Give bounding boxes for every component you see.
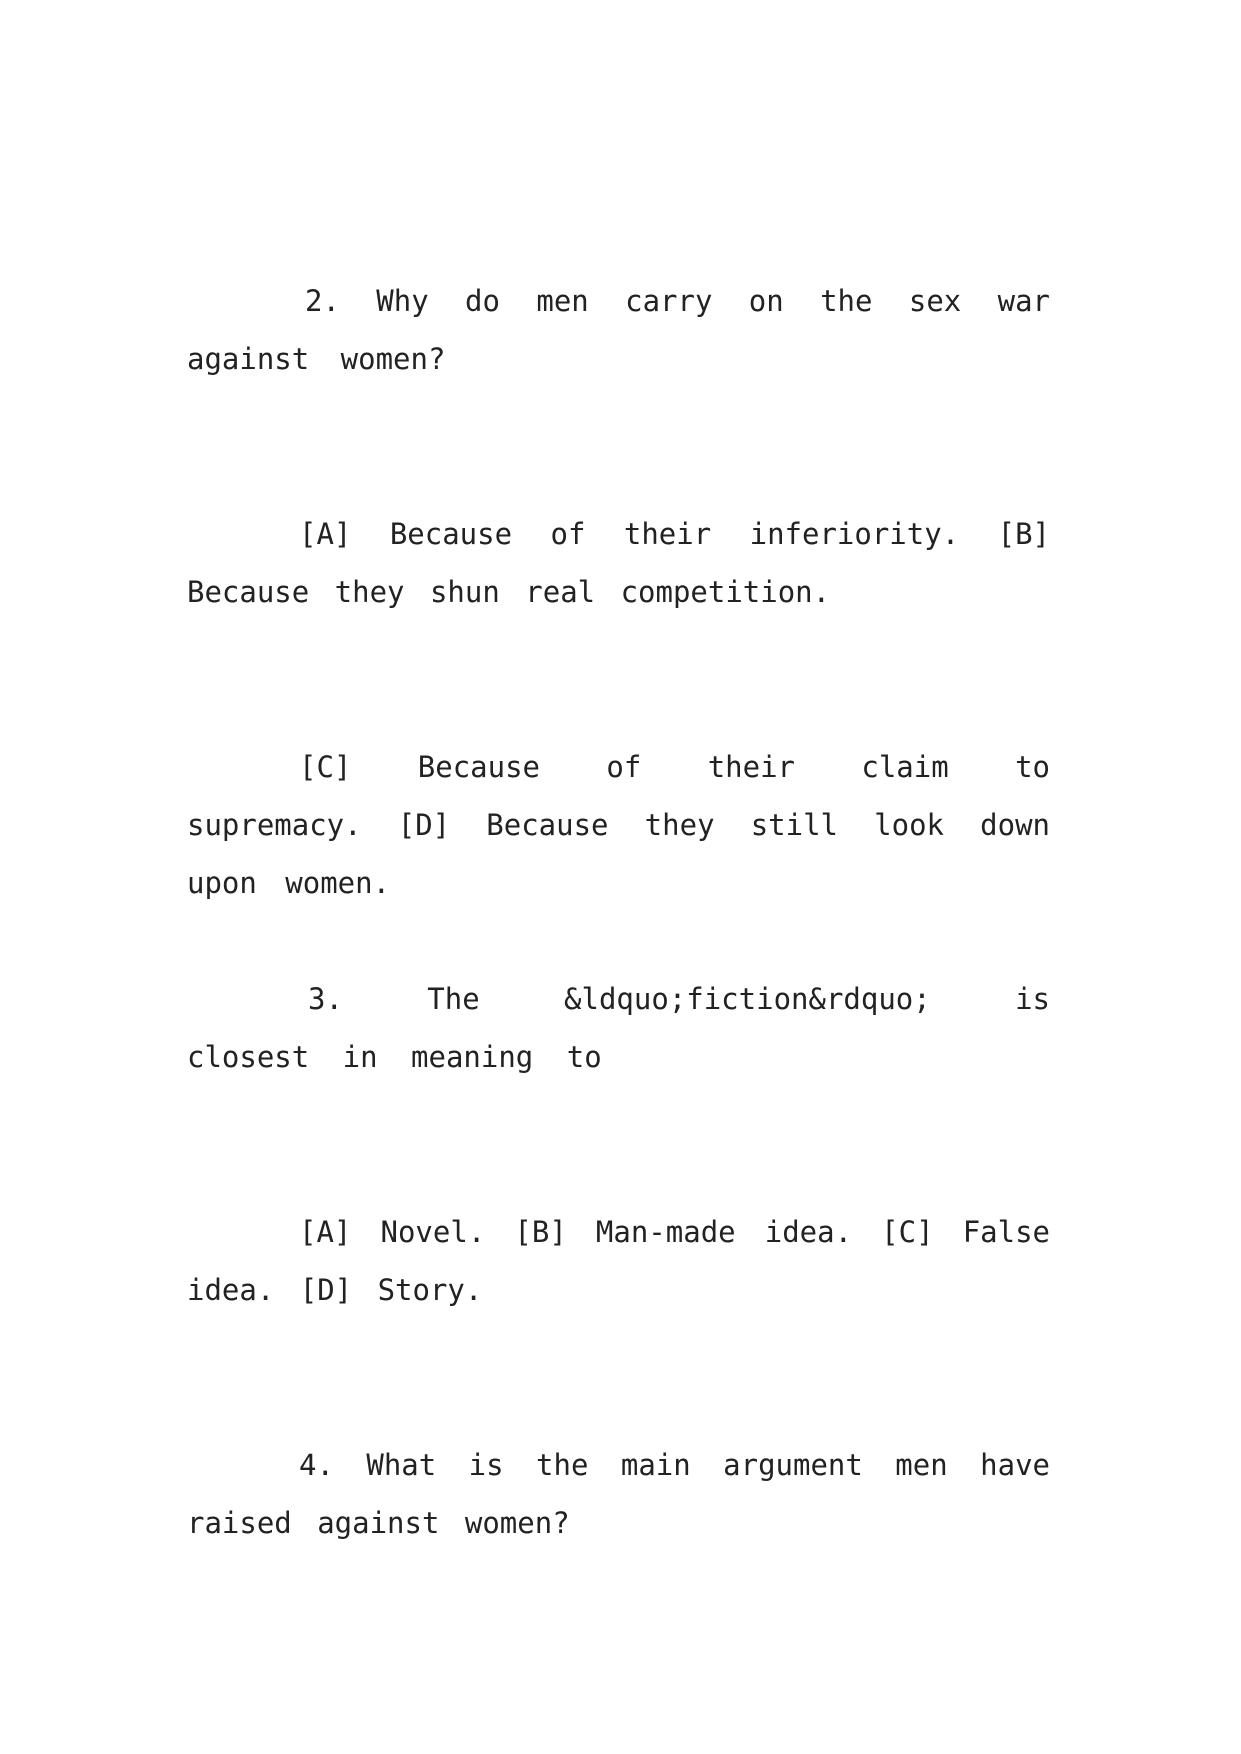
question-2-text: 2. Why do men carry on the sex war against women? [187,284,1050,376]
question-2-options-a-b: [A] Because of their inferiority. [B] Because they shun real competition. [187,517,1050,609]
question-2-options-c-d: [C] Because of their claim to supremacy. [D] Because they still look down upon women. [187,750,1050,900]
question-3-options: [A] Novel. [B] Man-made idea. [C] False idea. [D] Story. [187,1215,1050,1307]
question-3-text: 3. The &ldquo;fiction&rdquo; is closest in meaning to [187,982,1050,1074]
question-4-text: 4. What is the main argument men have raised against women? [187,1448,1050,1540]
